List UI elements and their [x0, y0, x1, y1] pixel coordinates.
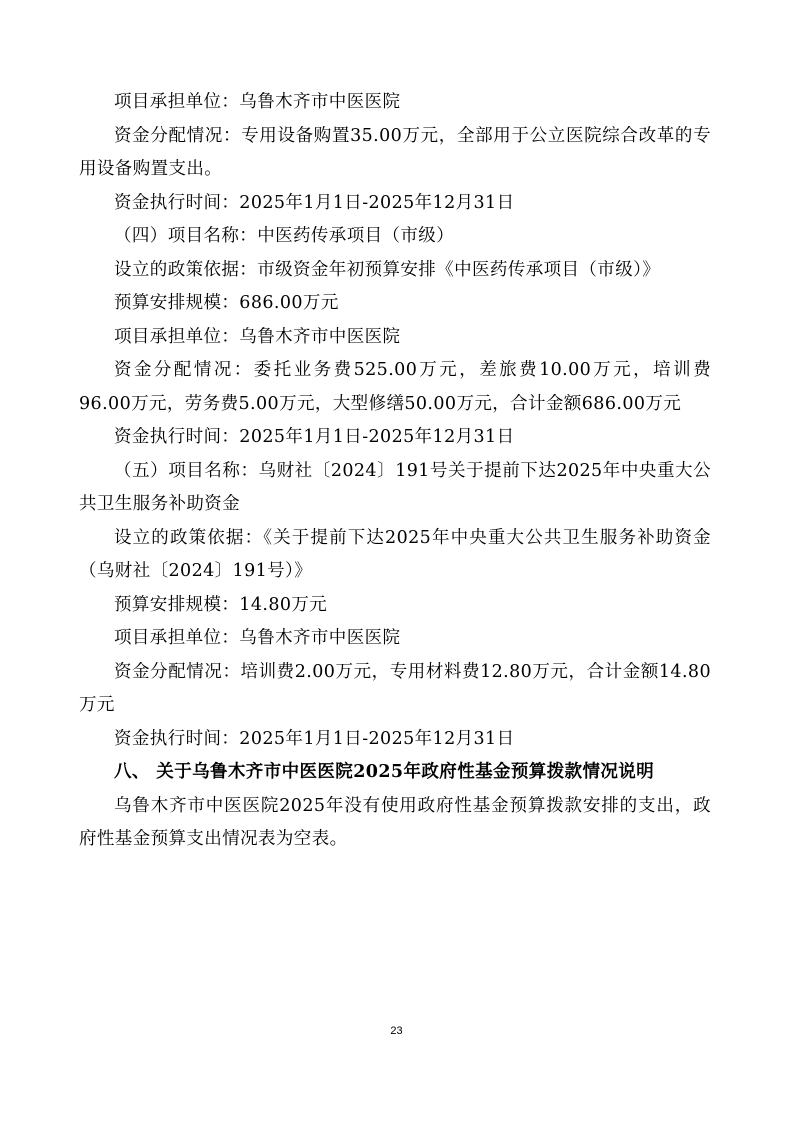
paragraph-undertaking-unit-5: 项目承担单位：乌鲁木齐市中医医院 — [114, 628, 401, 648]
paragraph-budget-scale-4: 预算安排规模：686.00万元 — [114, 293, 339, 313]
paragraph-project-name-5: （五）项目名称：乌财社〔2024〕191号关于提前下达2025年中央重大公共卫生服务补助资金 — [79, 460, 711, 514]
paragraph-budget-scale-5: 预算安排规模：14.80万元 — [114, 594, 328, 615]
paragraph-execution-time-4: 资金执行时间：2025年1月1日-2025年12月31日 — [114, 427, 515, 447]
paragraph-fund-allocation-4: 资金分配情况：委托业务费525.00万元，差旅费10.00万元，培训费96.00万元，劳务费5.00万元，大型修缮50.00万元，合计金额686.00万元 — [79, 360, 711, 414]
paragraph-government-fund-note: 乌鲁木齐市中医医院2025年没有使用政府性基金预算拨款安排的支出，政府性基金预算支出情况表为空表。 — [79, 795, 711, 849]
section-heading-8: 八、 关于乌鲁木齐市中医医院2025年政府性基金预算拨款情况说明 — [114, 762, 655, 782]
paragraph-undertaking-unit-1: 项目承担单位：乌鲁木齐市中医医院 — [114, 92, 401, 112]
paragraph-undertaking-unit-4: 项目承担单位：乌鲁木齐市中医医院 — [114, 326, 401, 347]
paragraph-fund-allocation-5: 资金分配情况：培训费2.00万元，专用材料费12.80万元，合计金额14.80万元 — [79, 661, 711, 715]
paragraph-fund-allocation-1: 资金分配情况：专用设备购置35.00万元，全部用于公立医院综合改革的专用设备购置支出。 — [79, 125, 711, 179]
paragraph-execution-time-1: 资金执行时间：2025年1月1日-2025年12月31日 — [114, 192, 515, 213]
paragraph-policy-basis-5: 设立的政策依据：《关于提前下达2025年中央重大公共卫生服务补助资金（乌财社〔2024〕191号）》 — [79, 527, 711, 581]
document-body — [79, 86, 711, 857]
paragraph-policy-basis-4: 设立的政策依据：市级资金年初预算安排《中医药传承项目（市级）》 — [114, 259, 661, 280]
paragraph-project-name-4: （四）项目名称：中医药传承项目（市级） — [114, 226, 455, 246]
page-number: 23 — [390, 1025, 403, 1037]
paragraph-execution-time-5: 资金执行时间：2025年1月1日-2025年12月31日 — [114, 728, 515, 749]
